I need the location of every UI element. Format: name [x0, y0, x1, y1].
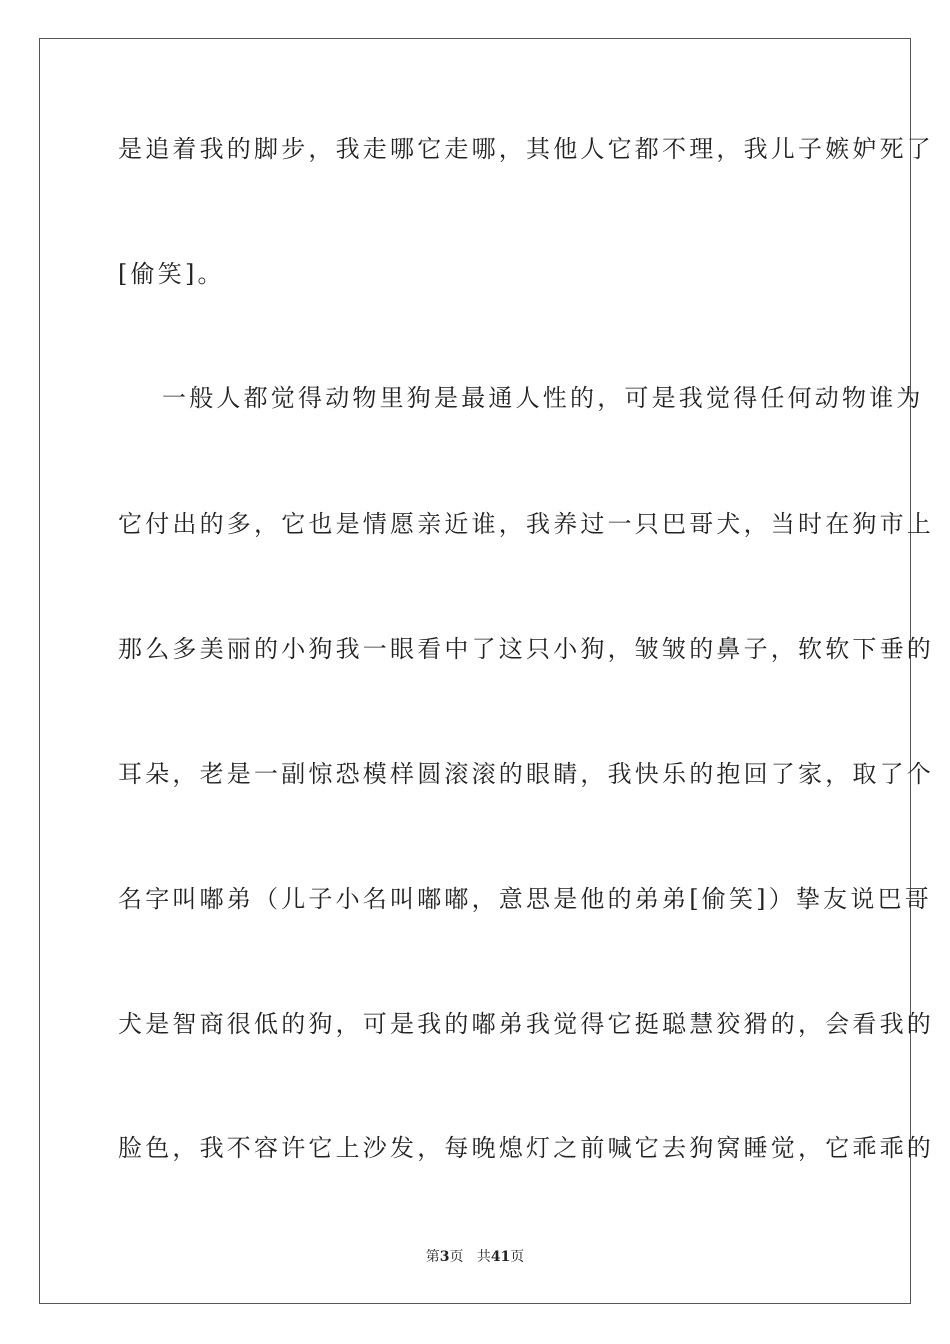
footer-total-suffix: 页: [510, 1249, 525, 1265]
text-line-2: [偷笑]。: [118, 260, 225, 288]
footer-total-prefix: 共: [476, 1249, 491, 1265]
text-line-8: 犬是智商很低的狗，可是我的嘟弟我觉得它挺聪慧狡猾的，会看我的: [118, 1010, 934, 1038]
text-line-3: 一般人都觉得动物里狗是最通人性的，可是我觉得任何动物谁为: [162, 384, 924, 412]
page-footer: [0, 1248, 950, 1266]
text-line-9: 脸色，我不容许它上沙发，每晚熄灯之前喊它去狗窝睡觉，它乖乖的: [118, 1134, 934, 1162]
text-line-5: 那么多美丽的小狗我一眼看中了这只小狗，皱皱的鼻子，软软下垂的: [118, 635, 934, 663]
footer-page-prefix: 第: [425, 1249, 440, 1265]
footer-page-suffix: 页: [449, 1249, 464, 1265]
text-line-4: 它付出的多，它也是情愿亲近谁，我养过一只巴哥犬，当时在狗市上: [118, 510, 934, 538]
page-border: [39, 38, 934, 1304]
text-line-1: 是追着我的脚步，我走哪它走哪，其他人它都不理，我儿子嫉妒死了: [118, 135, 934, 163]
footer-page-number: 3: [439, 1249, 450, 1265]
footer-total-number: 41: [490, 1249, 511, 1265]
text-line-7: 名字叫嘟弟（儿子小名叫嘟嘟，意思是他的弟弟[偷笑]）挚友说巴哥: [118, 885, 932, 913]
text-line-6: 耳朵，老是一副惊恐模样圆滚滚的眼睛，我快乐的抱回了家，取了个: [118, 760, 934, 788]
